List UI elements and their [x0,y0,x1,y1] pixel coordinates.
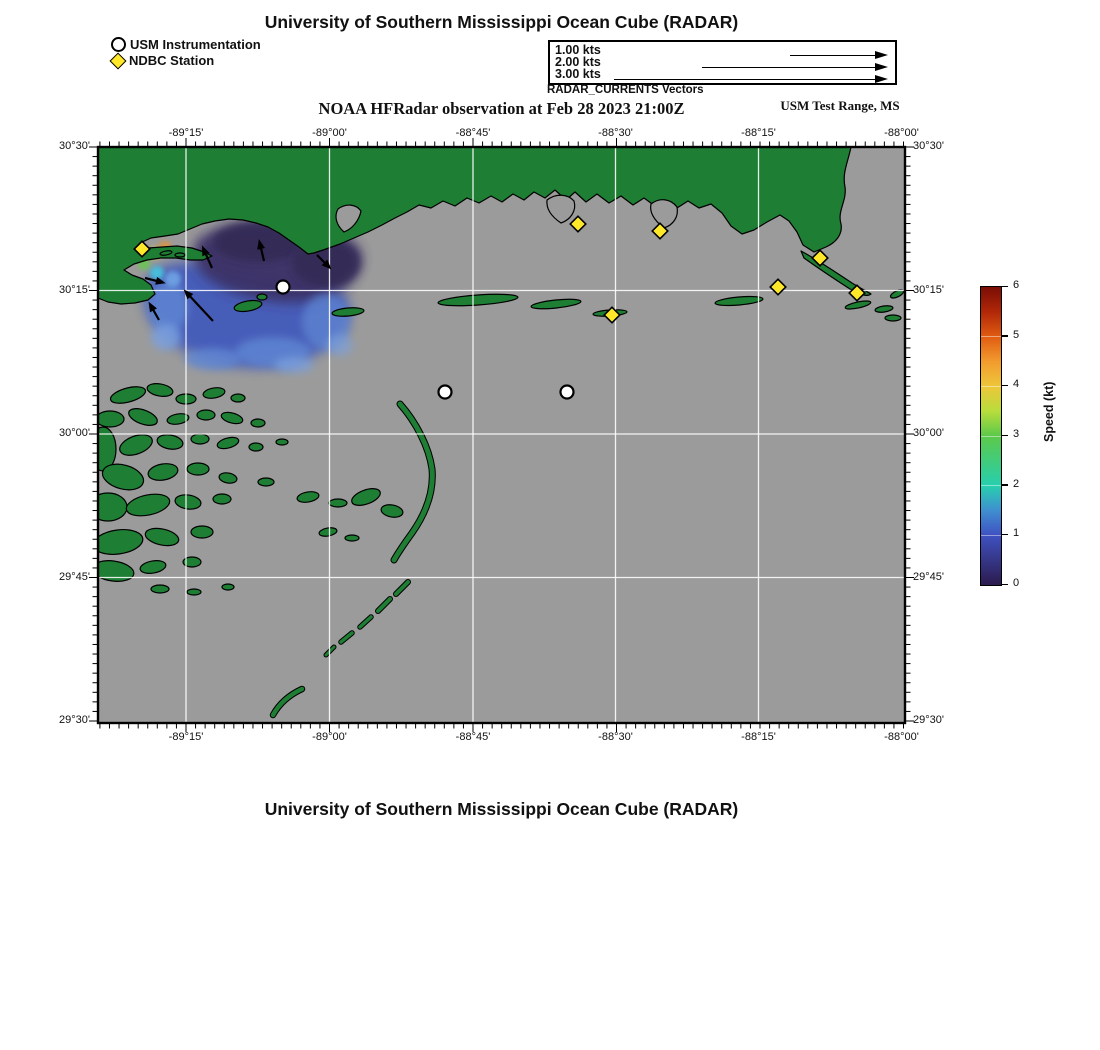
vector-scale-label: 3.00 kts [555,67,601,81]
map-plot-area [89,147,905,723]
colorbar-tick [1001,484,1008,486]
lon-tick-label-bottom: -88°30' [598,731,633,743]
lon-tick-label-bottom: -89°15' [168,731,204,743]
vector-scale-arrowhead [875,75,888,83]
lon-tick-label-bottom: -89°00' [312,731,347,743]
lon-tick-label-top: -88°45' [455,127,491,139]
colorbar-tick [1001,584,1008,586]
colorbar-gridline [981,386,1001,387]
vector-scale-label: 2.00 kts [555,55,601,69]
colorbar-tick-label: 6 [1013,279,1020,291]
radar-speed-patch [274,357,314,373]
colorbar-tick-label: 1 [1013,527,1020,540]
lon-tick-label-top: -89°00' [312,127,347,139]
vector-scale-arrowhead [875,63,888,71]
barrier-island [885,315,901,321]
marsh-island [187,463,209,475]
lat-tick-label-right: 30°00' [913,427,944,439]
colorbar-tick-label: 4 [1013,378,1020,391]
lat-tick-label-right: 30°30' [913,140,944,152]
colorbar-tick [1001,286,1008,288]
marsh-island [191,434,209,444]
marsh-island [213,494,231,504]
lat-tick-label-left: 30°00' [59,427,90,439]
legend-row-ndbc [111,53,261,68]
marsh-island [251,419,265,427]
marsh-island [231,394,245,402]
marsh-island [187,589,201,595]
colorbar-gridline [981,336,1001,337]
colorbar-tick [1001,335,1008,337]
colorbar-tick-label: 2 [1013,477,1020,490]
marsh-island [151,585,169,593]
barrier-island [175,253,185,257]
map-key-legend [111,37,261,69]
vector-scale-caption: RADAR_CURRENTS Vectors [547,84,704,96]
map-svg [88,137,915,733]
vector-scale-box [548,40,897,85]
vector-scale-label: 1.00 kts [555,43,601,57]
lat-tick-label-left: 30°30' [59,140,90,152]
lon-tick-label-top: -88°00' [884,127,919,139]
usm-instrument-marker [561,386,574,399]
lon-tick-label-top: -89°15' [168,127,204,139]
marsh-island [197,410,215,420]
colorbar-tick-label: 5 [1013,328,1020,341]
colorbar-tick-label: 0 [1013,577,1020,589]
lon-tick-label-bottom: -88°15' [741,731,776,743]
observation-subtitle: NOAA HFRadar observation at Feb 28 2023 21:00Z [318,99,685,118]
radar-speed-patch [151,324,181,350]
figure-title-top: University of Southern Mississippi Ocean Cube (RADAR) [264,12,739,32]
usm-instrumentation-icon [111,37,126,52]
colorbar-gridline [981,485,1001,486]
marsh-island [96,411,124,427]
lon-tick-label-top: -88°15' [741,127,776,139]
legend-row-usm [111,37,261,52]
colorbar-tick [1001,534,1008,536]
colorbar-tick [1001,435,1008,437]
vector-scale-arrowhead [875,51,888,59]
marsh-island [89,493,127,521]
figure-title-bottom: University of Southern Mississippi Ocean Cube (RADAR) [264,799,739,819]
marsh-island [258,478,274,486]
colorbar-gridline [981,436,1001,437]
lat-tick-label-left: 30°15' [59,283,90,296]
marsh-island [249,443,263,451]
radar-speed-patch [185,348,241,370]
lon-tick-label-bottom: -88°00' [884,731,919,743]
usm-instrument-marker [277,281,290,294]
vector-scale-shaft [614,79,877,80]
lon-tick-label-top: -88°30' [598,127,633,139]
marsh-island [329,499,347,507]
lon-tick-label-bottom: -88°45' [455,731,491,743]
ndbc-legend-label: NDBC Station [129,53,215,68]
marsh-island [276,439,288,445]
usm-instrument-marker [439,386,452,399]
radar-speed-patch [327,334,353,356]
marsh-island [222,584,234,590]
colorbar-tick-label: 3 [1013,428,1020,440]
marsh-island [191,526,213,538]
colorbar-gridline [981,535,1001,536]
lat-tick-label-right: 29°30' [913,714,944,726]
vector-scale-shaft [790,55,877,56]
lat-tick-label-left: 29°30' [59,714,90,726]
marsh-island [345,535,359,541]
lat-tick-label-right: 29°45' [913,570,944,583]
colorbar-title: Speed (kt) [1042,381,1056,442]
lat-tick-label-right: 30°15' [913,283,944,296]
colorbar-tick [1001,385,1008,387]
test-range-label: USM Test Range, MS [780,98,900,113]
vector-scale-shaft [702,67,877,68]
speed-colorbar [980,286,1002,586]
radar-speed-jet [165,271,181,287]
map-canvas [88,137,915,733]
usm-legend-label: USM Instrumentation [130,37,261,52]
lat-tick-label-left: 29°45' [59,570,90,583]
barrier-island [257,294,267,300]
ndbc-station-icon [110,52,127,69]
